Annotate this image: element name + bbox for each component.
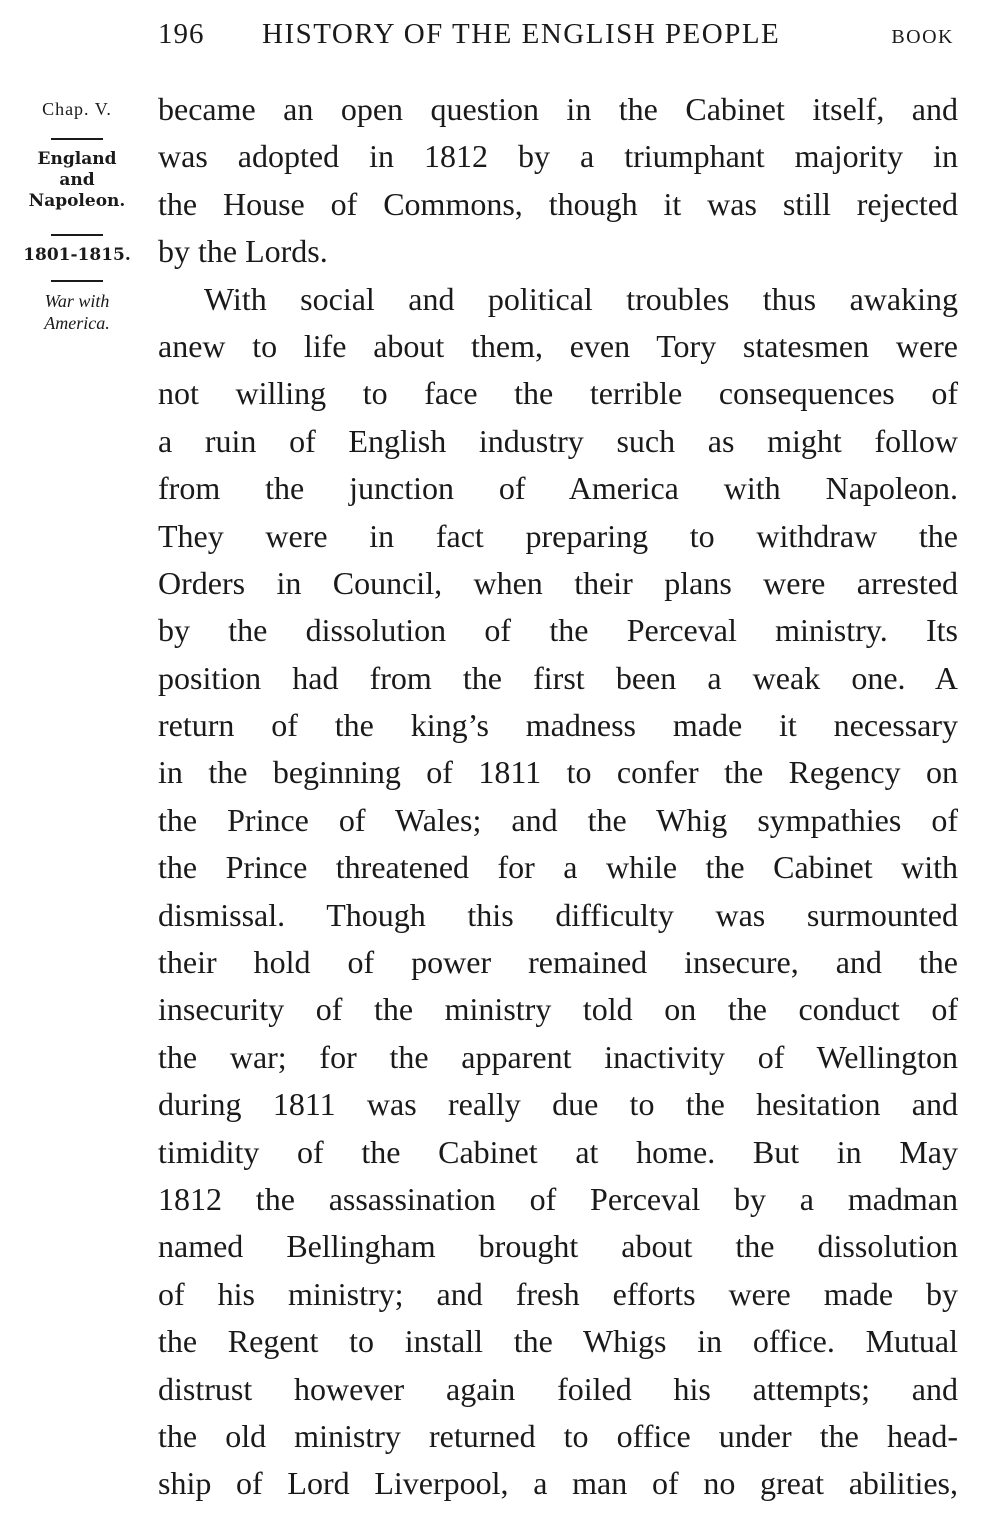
- text-line: the Regent to install the Whigs in office. Mutual: [158, 1323, 958, 1360]
- text-line: was adopted in 1812 by a triumphant majority in: [158, 138, 958, 175]
- text-line: With social and political troubles thus awaking: [204, 280, 958, 317]
- sidenote-subject-line: War with: [44, 291, 110, 311]
- text-line: return of the king’s madness made it necessary: [158, 707, 958, 744]
- text-line: named Bellingham brought about the dissolution: [158, 1228, 958, 1265]
- running-head: [158, 18, 958, 58]
- text-line: the war; for the apparent inactivity of Wellington: [158, 1038, 958, 1075]
- text-line: by the Lords.: [158, 233, 328, 270]
- text-line: They were in fact preparing to withdraw the: [158, 517, 958, 554]
- sidenote-divider: [51, 234, 103, 236]
- text-line: Orders in Council, when their plans were arrested: [158, 564, 958, 601]
- running-title: HISTORY OF THE ENGLISH PEOPLE: [262, 18, 781, 50]
- text-line: anew to life about them, even Tory statesmen were: [158, 327, 958, 364]
- sidenote-topic-line: England: [37, 149, 117, 169]
- text-line: dismissal. Though this difficulty was surmounted: [158, 896, 958, 933]
- text-line: from the junction of America with Napoleon.: [158, 470, 958, 507]
- text-line: position had from the first been a weak one. A: [158, 659, 958, 696]
- text-line: became an open question in the Cabinet itself, and: [158, 91, 958, 127]
- body-text: [158, 86, 958, 1508]
- sidenote-topic-line: and: [59, 170, 95, 190]
- text-line: not willing to face the terrible consequences of: [158, 375, 958, 412]
- text-line: the Prince of Wales; and the Whig sympathies of: [158, 801, 958, 838]
- sidenote-divider: [51, 138, 103, 140]
- text-line: distrust however again foiled his attempts; and: [158, 1370, 958, 1407]
- text-line: during 1811 was really due to the hesitation and: [158, 1086, 958, 1123]
- text-line: 1812 the assassination of Perceval by a madman: [158, 1180, 958, 1217]
- text-line: by the dissolution of the Perceval ministry. Its: [158, 612, 958, 649]
- sidenote-topic: [12, 148, 142, 212]
- text-line: ship of Lord Liverpool, a man of no great abilities,: [158, 1465, 958, 1502]
- sidenote-chapter: Chap. V.: [42, 99, 112, 119]
- sidenote-dates: 1801-1815.: [23, 245, 131, 265]
- sidenote-subject-line: America.: [44, 313, 110, 333]
- text-line: the House of Commons, though it was still rejected: [158, 185, 958, 222]
- text-line: in the beginning of 1811 to confer the Regency on: [158, 754, 958, 791]
- text-line: the old ministry returned to office under the head-: [158, 1417, 958, 1454]
- sidenote-subject: [12, 290, 142, 334]
- text-line: their hold of power remained insecure, and the: [158, 944, 958, 981]
- page-number: 196: [158, 18, 205, 50]
- sidenote-divider: [51, 280, 103, 282]
- book-label: BOOK: [891, 26, 954, 48]
- sidenote-topic-line: Napoleon.: [28, 191, 126, 211]
- text-line: timidity of the Cabinet at home. But in May: [158, 1133, 958, 1170]
- text-line: a ruin of English industry such as might follow: [158, 422, 958, 459]
- text-line: insecurity of the ministry told on the conduct of: [158, 991, 958, 1028]
- text-line: the Prince threatened for a while the Cabinet with: [158, 849, 958, 886]
- text-line: of his ministry; and fresh efforts were made by: [158, 1275, 958, 1312]
